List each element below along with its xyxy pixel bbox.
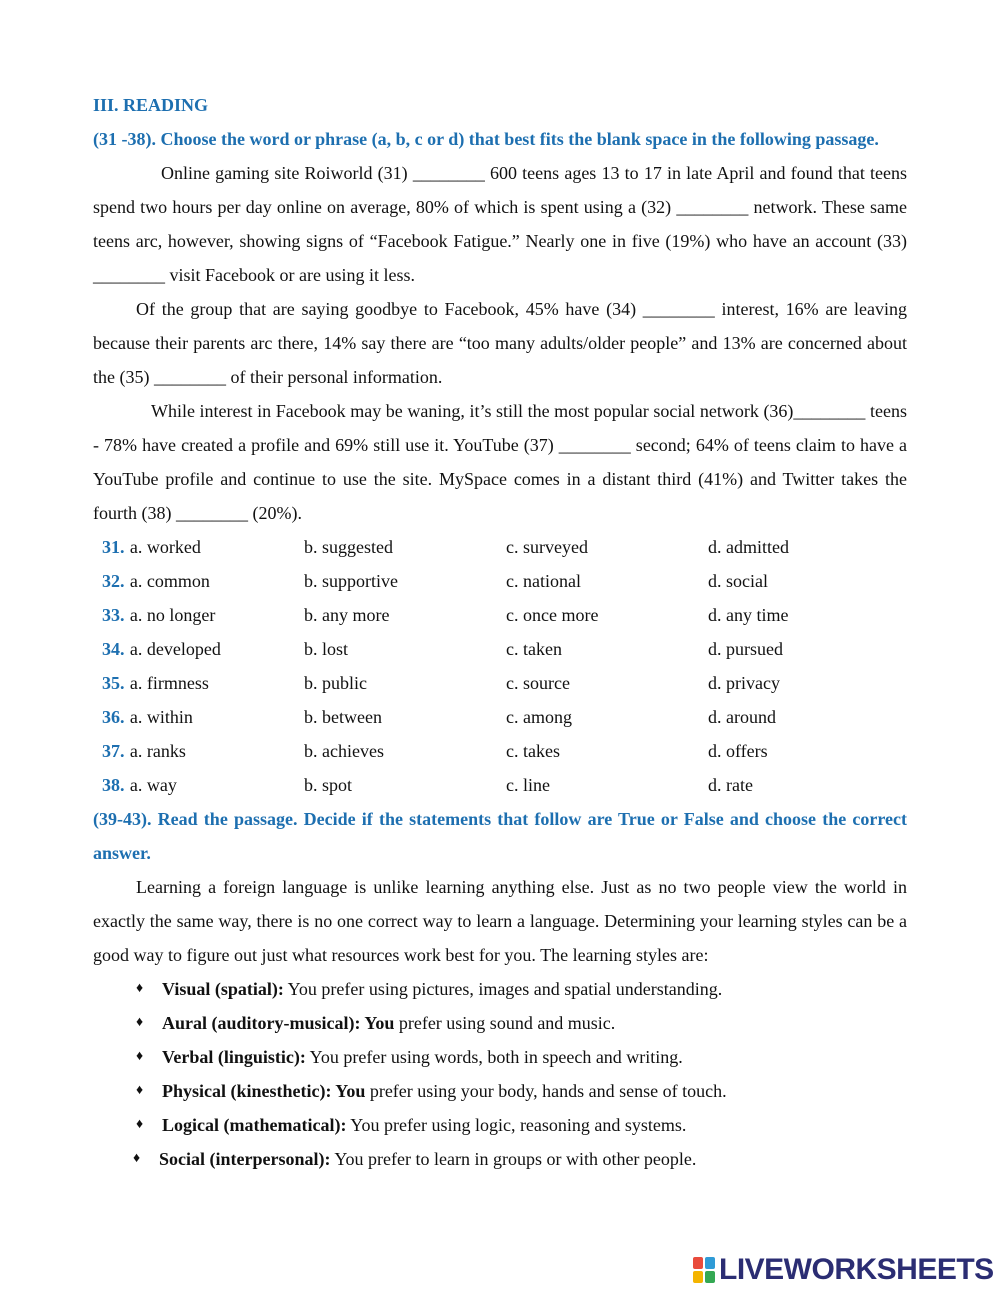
diamond-bullet-icon: ♦ [136,1015,144,1030]
logo-square [705,1271,715,1283]
question-row-38 [93,768,907,802]
question-row-34 [93,632,907,666]
style-name: Aural (auditory-musical): You [162,1013,395,1033]
style-description: You prefer using words, both in speech and writing. [305,1047,683,1067]
diamond-bullet-icon: ♦ [136,1117,144,1132]
style-description: You prefer to learn in groups or with other people. [330,1149,697,1169]
logo-square [705,1257,715,1269]
option-d[interactable]: d. around [708,707,776,727]
list-item [93,972,907,1006]
option-d[interactable]: d. admitted [708,537,789,557]
question-number: 38. [102,775,125,795]
question-number: 32. [102,571,125,591]
option-a[interactable]: a. within [129,707,193,727]
list-item [93,1142,907,1176]
question-number: 34. [102,639,125,659]
question-row-36 [93,700,907,734]
option-c[interactable]: c. source [506,673,570,693]
option-b[interactable]: b. suggested [304,537,393,557]
passage-2-paragraph: Learning a foreign language is unlike learning anything else. Just as no two people view the world in exactly the same way, there is no one correct way to learn a language. Determining your learning styles can be a good way to figure out just what resources work best for you. The learning styles are: [93,877,907,965]
option-c[interactable]: c. surveyed [506,537,588,557]
option-c[interactable]: c. taken [506,639,562,659]
style-description: You prefer using logic, reasoning and systems. [346,1115,687,1135]
list-item [93,1006,907,1040]
section-title: III. READING [93,95,209,115]
option-b[interactable]: b. between [304,707,382,727]
option-b[interactable]: b. spot [304,775,353,795]
option-c[interactable]: c. line [506,775,550,795]
option-d[interactable]: d. social [708,571,768,591]
passage-1-paragraph-2: Of the group that are saying goodbye to Facebook, 45% have (34) ________ interest, 16% are leaving because their parents arc there, 14% say there are “too many adults/older people” and 13% are concerned about the (35) ________ of their personal information. [93,299,907,387]
option-a[interactable]: a. way [129,775,177,795]
question-row-35 [93,666,907,700]
question-row-32 [93,564,907,598]
diamond-bullet-icon: ♦ [136,1049,144,1064]
style-description: prefer using your body, hands and sense of touch. [365,1081,727,1101]
logo-text: LIVEWORKSHEETS [719,1253,994,1286]
option-c[interactable]: c. national [506,571,581,591]
question-row-33 [93,598,907,632]
option-b[interactable]: b. any more [304,605,390,625]
question-row-31 [93,530,907,564]
option-c[interactable]: c. among [506,707,572,727]
liveworksheets-logo [693,1254,994,1286]
option-a[interactable]: a. common [129,571,210,591]
diamond-bullet-icon: ♦ [136,981,144,996]
option-a[interactable]: a. ranks [129,741,186,761]
question-number: 36. [102,707,125,727]
logo-badge-icon [693,1257,715,1283]
style-description: You prefer using pictures, images and spatial understanding. [283,979,723,999]
option-d[interactable]: d. offers [708,741,768,761]
list-item [93,1040,907,1074]
question-number: 31. [102,537,125,557]
option-b[interactable]: b. public [304,673,367,693]
option-d[interactable]: d. pursued [708,639,783,659]
passage-1-paragraph-1: Online gaming site Roiworld (31) ________ 600 teens ages 13 to 17 in late April and found that teens spend two hours per day online on average, 80% of which is spent using a (32) ________ network. These same teens arc, however, showing signs of “Facebook Fatigue.” Nearly one in five (19%) who have an account (33) ________ visit Facebook or are using it less. [93,163,907,285]
option-b[interactable]: b. lost [304,639,349,659]
question-number: 37. [102,741,125,761]
question-number: 35. [102,673,125,693]
option-d[interactable]: d. privacy [708,673,780,693]
style-name: Social (interpersonal): [159,1149,331,1169]
question-row-37 [93,734,907,768]
style-name: Physical (kinesthetic): You [162,1081,366,1101]
passage-1-paragraph-3: While interest in Facebook may be waning, it’s still the most popular social network (36)________ teens - 78% have created a profile and 69% still use it. YouTube (37) ________ second; 64% of teens claim to have a YouTube profile and continue to use the site. MySpace comes in a distant third (41%) and Twitter takes the fourth (38) ________ (20%). [93,401,907,523]
list-item [93,1108,907,1142]
learning-styles-list [93,972,907,1176]
option-a[interactable]: a. no longer [129,605,216,625]
option-b[interactable]: b. supportive [304,571,398,591]
style-description: prefer using sound and music. [394,1013,616,1033]
option-b[interactable]: b. achieves [304,741,384,761]
option-c[interactable]: c. once more [506,605,599,625]
worksheet-page [93,88,907,1176]
style-name: Visual (spatial): [162,979,284,999]
style-name: Logical (mathematical): [162,1115,347,1135]
list-item [93,1074,907,1108]
option-c[interactable]: c. takes [506,741,560,761]
option-a[interactable]: a. worked [129,537,201,557]
diamond-bullet-icon: ♦ [136,1083,144,1098]
instruction-31-38: (31 -38). Choose the word or phrase (a, b, c or d) that best fits the blank space in the following passage. [93,129,879,149]
question-number: 33. [102,605,125,625]
answer-options [93,530,907,802]
instruction-39-43: (39-43). Read the passage. Decide if the statements that follow are True or False and choose the correct answer. [93,809,907,863]
diamond-bullet-icon: ♦ [133,1151,141,1166]
option-a[interactable]: a. developed [129,639,221,659]
option-a[interactable]: a. firmness [129,673,209,693]
option-d[interactable]: d. any time [708,605,789,625]
logo-square [693,1271,703,1283]
style-name: Verbal (linguistic): [162,1047,306,1067]
logo-square [693,1257,703,1269]
option-d[interactable]: d. rate [708,775,753,795]
